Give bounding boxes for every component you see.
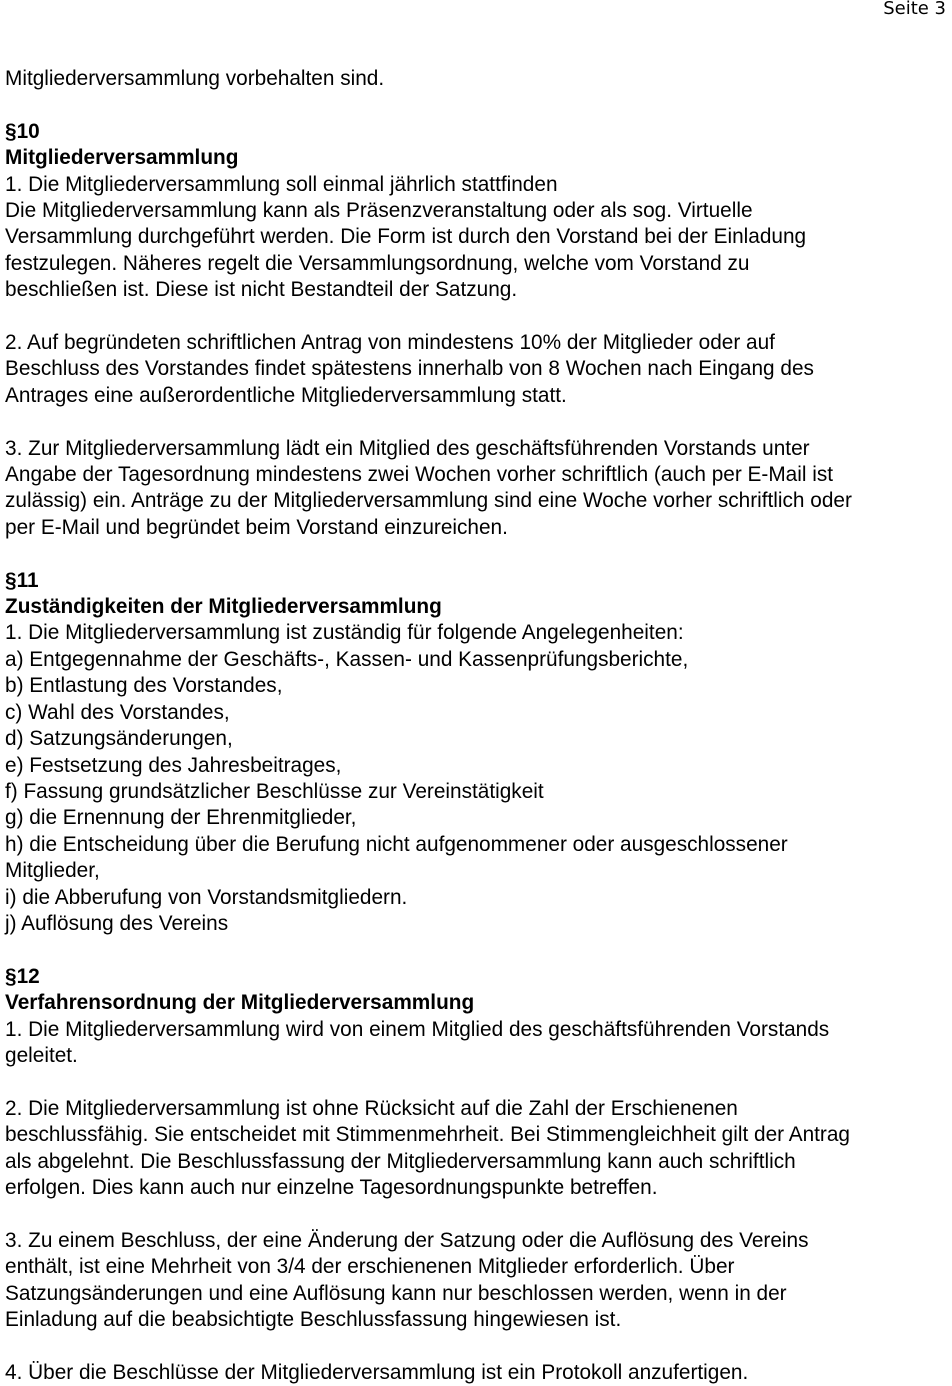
list-item: h) die Entscheidung über die Berufung nicht aufgenommener oder ausgeschlossener: [5, 832, 788, 856]
text-line: Satzungsänderungen und eine Auflösung kann nur beschlossen werden, wenn in der: [5, 1281, 787, 1305]
spacer: [5, 409, 945, 435]
list-item: c) Wahl des Vorstandes,: [5, 700, 230, 724]
list-item: e) Festsetzung des Jahresbeitrages,: [5, 753, 342, 777]
text-line: 3. Zur Mitgliederversammlung lädt ein Mitglied des geschäftsführenden Vorstands unter: [5, 436, 810, 460]
list-item: b) Entlastung des Vorstandes,: [5, 674, 283, 698]
text-line: beschließen ist. Diese ist nicht Bestandteil der Satzung.: [5, 278, 518, 302]
text-line: geleitet.: [5, 1043, 78, 1067]
page-number: Seite 3: [883, 0, 946, 19]
list-item: g) die Ernennung der Ehrenmitglieder,: [5, 806, 357, 830]
spacer: [5, 92, 945, 118]
list-item: j) Auflösung des Vereins: [5, 911, 229, 935]
list-item: f) Fassung grundsätzlicher Beschlüsse zur Vereinstätigkeit: [5, 779, 544, 803]
text-line: 2. Auf begründeten schriftlichen Antrag von mindestens 10% der Mitglieder oder auf: [5, 331, 775, 355]
text-line: Angabe der Tagesordnung mindestens zwei Wochen vorher schriftlich (auch per E-Mail ist: [5, 463, 834, 487]
spacer: [5, 541, 945, 567]
text-line: 4. Über die Beschlüsse der Mitgliederversammlung ist ein Protokoll anzufertigen.: [5, 1360, 749, 1384]
spacer: [5, 1069, 945, 1095]
text-line: enthält, ist eine Mehrheit von 3/4 der erschienenen Mitglieder erforderlich. Über: [5, 1255, 735, 1279]
text-line: als abgelehnt. Die Beschlussfassung der Mitgliederversammlung kann auch schriftlich: [5, 1149, 796, 1173]
text-line: 1. Die Mitgliederversammlung wird von einem Mitglied des geschäftsführenden Vorstands: [5, 1017, 830, 1041]
text-line: 1. Die Mitgliederversammlung soll einmal jährlich stattfinden: [5, 172, 558, 196]
section-11: [5, 568, 945, 938]
spacer: [5, 1333, 945, 1359]
spacer: [5, 1201, 945, 1227]
text-line: Beschluss des Vorstandes findet spätestens innerhalb von 8 Wochen nach Eingang des: [5, 357, 814, 381]
spacer: [5, 937, 945, 963]
section-title: Mitgliederversammlung: [5, 146, 239, 170]
text-line: 3. Zu einem Beschluss, der eine Änderung der Satzung oder die Auflösung des Vereins: [5, 1228, 809, 1252]
list-item: a) Entgegennahme der Geschäfts-, Kassen- und Kassenprüfungsberichte,: [5, 647, 689, 671]
text-line: 2. Die Mitgliederversammlung ist ohne Rücksicht auf die Zahl der Erschienenen: [5, 1096, 738, 1120]
list-item: d) Satzungsänderungen,: [5, 727, 233, 751]
text-line: Die Mitgliederversammlung kann als Präsenzveranstaltung oder als sog. Virtuelle: [5, 199, 753, 223]
section-number: §10: [5, 119, 40, 143]
text-line: beschlussfähig. Sie entscheidet mit Stimmenmehrheit. Bei Stimmengleichheit gilt der Antrag: [5, 1123, 850, 1147]
text-line: zulässig) ein. Anträge zu der Mitgliederversammlung sind eine Woche vorher schriftlich oder: [5, 489, 852, 513]
document-body: [5, 66, 945, 1386]
section-title: Verfahrensordnung der Mitgliederversammlung: [5, 991, 475, 1015]
list-item: 1. Die Mitgliederversammlung ist zuständig für folgende Angelegenheiten:: [5, 621, 684, 645]
text-line: Einladung auf die beabsichtigte Beschlussfassung hingewiesen ist.: [5, 1307, 622, 1331]
intro-line: Mitgliederversammlung vorbehalten sind.: [5, 67, 385, 90]
section-number: §12: [5, 964, 40, 988]
text-line: festzulegen. Näheres regelt die Versammlungsordnung, welche vom Vorstand zu: [5, 251, 750, 275]
list-item: i) die Abberufung von Vorstandsmitgliedern.: [5, 885, 408, 909]
text-line: per E-Mail und begründet beim Vorstand einzureichen.: [5, 515, 508, 539]
section-title: Zuständigkeiten der Mitgliederversammlung: [5, 595, 442, 619]
section-12: [5, 964, 945, 1386]
section-number: §11: [5, 568, 39, 592]
text-line: Versammlung durchgeführt werden. Die Form ist durch den Vorstand bei der Einladung: [5, 225, 807, 249]
section-10: [5, 119, 945, 541]
text-line: Antrages eine außerordentliche Mitgliederversammlung statt.: [5, 383, 567, 407]
text-line: erfolgen. Dies kann auch nur einzelne Tagesordnungspunkte betreffen.: [5, 1175, 658, 1199]
list-item: Mitglieder,: [5, 859, 100, 883]
spacer: [5, 304, 945, 330]
